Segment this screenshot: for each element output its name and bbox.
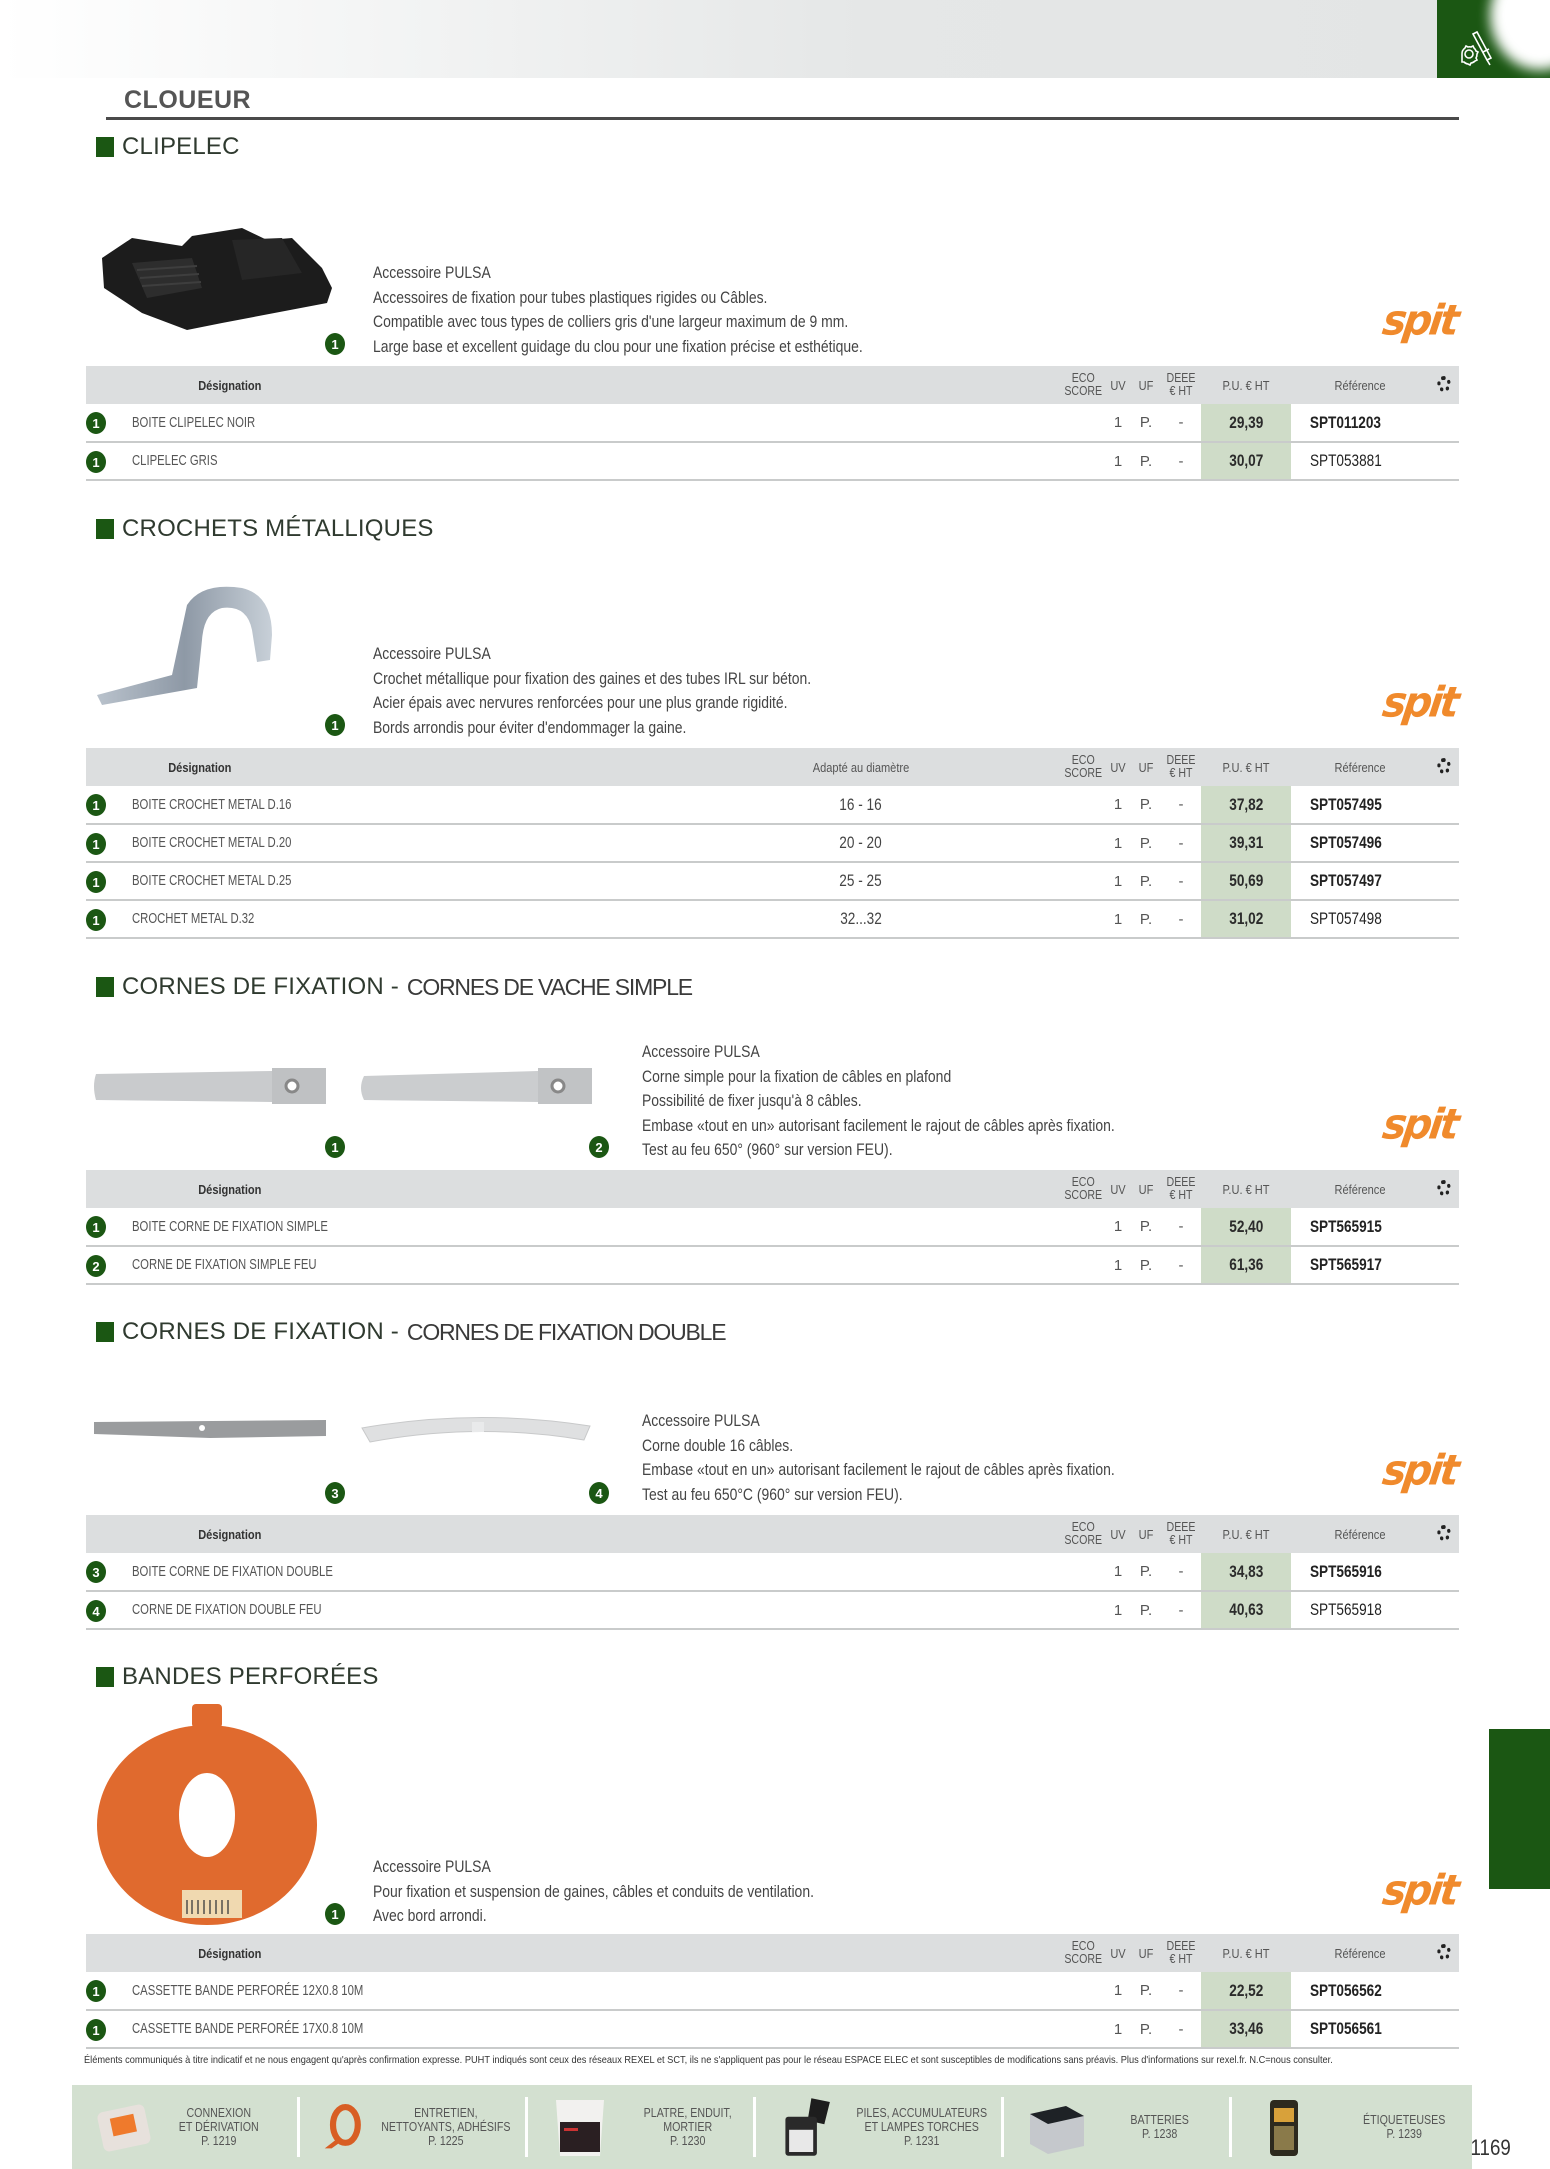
desc-line: Corne simple pour la fixation de câbles en plafond [642, 1066, 952, 1086]
desc-line: Accessoire PULSA [642, 1042, 760, 1061]
reference[interactable]: SPT057495 [1309, 794, 1382, 814]
reference[interactable]: SPT056562 [1309, 1980, 1382, 2000]
recycle-icon [1437, 1944, 1451, 1960]
table-row[interactable] [86, 900, 1459, 938]
metal-hook-product-image [92, 580, 332, 710]
col-deee: DEEE € HT [1166, 753, 1196, 780]
image-badge-2: 2 [589, 1136, 609, 1158]
uv: 1 [1113, 1601, 1123, 1619]
spit-brand-logo: spit [1379, 296, 1460, 346]
col-deee: DEEE € HT [1166, 371, 1196, 398]
footer-link-entretien[interactable] [300, 2085, 525, 2169]
desc-line: Accessoire PULSA [642, 1411, 760, 1430]
reference[interactable]: SPT057496 [1309, 833, 1382, 852]
chapter-rule [106, 117, 1459, 120]
desc-line: Test au feu 650°C (960° sur version FEU). [642, 1484, 903, 1504]
uv: 1 [1113, 796, 1123, 813]
col-reference: Référence [1334, 1181, 1386, 1197]
row-badge: 1 [86, 794, 106, 816]
deee: - [1178, 2020, 1184, 2038]
footer-link-piles[interactable] [756, 2085, 1001, 2169]
spit-brand-logo: spit [1379, 1446, 1460, 1496]
deee: - [1178, 1563, 1184, 1580]
col-uf: UF [1138, 1181, 1154, 1197]
reference[interactable]: SPT057497 [1309, 871, 1382, 890]
col-uv: UV [1110, 377, 1126, 393]
price: 39,31 [1228, 833, 1264, 852]
col-designation: Désignation [198, 1181, 262, 1197]
uv: 1 [1113, 834, 1123, 852]
col-price: P.U. € HT [1222, 1526, 1270, 1542]
page-number: 1169 [1470, 2135, 1511, 2160]
top-banner [0, 0, 1437, 78]
deee: - [1178, 834, 1184, 852]
col-designation: Désignation [168, 759, 232, 775]
tab-decoration [1490, 0, 1550, 70]
row-badge: 2 [86, 1255, 106, 1277]
table-header-row [86, 1934, 1459, 1972]
row-badge: 1 [86, 833, 106, 855]
section-subtitle: CORNES DE VACHE SIMPLE [406, 973, 692, 1000]
col-price: P.U. € HT [1222, 759, 1270, 775]
desc-line: Accessoire PULSA [373, 1857, 491, 1876]
section-marker [96, 1667, 114, 1687]
deee: - [1178, 796, 1184, 813]
price: 52,40 [1228, 1216, 1264, 1236]
desc-line: Accessoire PULSA [373, 644, 491, 663]
desc-line: Avec bord arrondi. [373, 1906, 487, 1925]
product-table-cornes-simple [86, 1170, 1459, 1285]
row-badge: 4 [86, 1600, 106, 1622]
perforated-band-cassette-image [92, 1700, 322, 1930]
designation: CORNE DE FIXATION DOUBLE FEU [132, 1602, 322, 1618]
col-designation: Désignation [198, 1945, 262, 1961]
col-price: P.U. € HT [1222, 1945, 1270, 1961]
table-row[interactable] [86, 2010, 1459, 2048]
uf: P. [1139, 414, 1153, 431]
footer-link-batteries[interactable] [1004, 2085, 1229, 2169]
footer-label: CONNEXION [186, 2105, 252, 2120]
desc-line: Acier épais avec nervures renforcées pour une plus grande rigidité. [373, 693, 788, 712]
row-badge: 1 [86, 1980, 106, 2002]
desc-line: Test au feu 650° (960° sur version FEU). [642, 1140, 893, 1159]
clipelec-product-image [92, 218, 332, 338]
footer-label: BATTERIES [1130, 2112, 1189, 2127]
desc-line: Corne double 16 câbles. [642, 1435, 794, 1455]
section-marker [96, 977, 114, 997]
footer-label: PLATRE, ENDUIT, [643, 2105, 732, 2120]
footer-page: P. 1225 [428, 2133, 464, 2148]
eco-score [1061, 786, 1105, 824]
section-subtitle: CORNES DE FIXATION DOUBLE [406, 1318, 726, 1345]
footer-navigation [72, 2085, 1472, 2169]
single-horn-feu-product-image [358, 1068, 594, 1106]
eco-score [1061, 1208, 1105, 1246]
eco-score [1061, 1591, 1105, 1629]
label-printer-thumb-icon [1254, 2094, 1314, 2160]
footer-label: PILES, ACCUMULATEURS [855, 2105, 987, 2120]
deee: - [1178, 1601, 1184, 1619]
col-uv: UV [1110, 759, 1126, 775]
category-tab[interactable] [1437, 0, 1550, 78]
image-badge-1: 1 [325, 1136, 345, 1158]
table-row[interactable] [86, 786, 1459, 824]
table-row[interactable] [86, 1246, 1459, 1284]
recycle-icon [1437, 376, 1451, 392]
footer-label: ET LAMPES TORCHES [864, 2119, 979, 2134]
designation: BOITE CROCHET METAL D.25 [132, 873, 292, 889]
image-badge-1: 1 [325, 1903, 345, 1925]
deee: - [1178, 910, 1184, 928]
product-description [373, 642, 811, 740]
recycle-icon [1437, 1525, 1451, 1541]
eco-score [1061, 1553, 1105, 1591]
spit-brand-logo: spit [1379, 1866, 1460, 1916]
col-designation: Désignation [198, 377, 262, 393]
table-row[interactable] [86, 824, 1459, 862]
col-uf: UF [1138, 1945, 1154, 1961]
row-badge: 1 [86, 871, 106, 893]
col-uv: UV [1110, 1181, 1126, 1197]
price: 22,52 [1228, 1980, 1264, 2000]
col-designation: Désignation [198, 1526, 262, 1542]
price: 33,46 [1228, 2019, 1264, 2038]
price: 34,83 [1228, 1561, 1264, 1581]
col-reference: Référence [1334, 759, 1386, 775]
desc-line: Accessoire PULSA [373, 263, 491, 282]
footer-page: P. 1231 [903, 2133, 939, 2148]
tape-thumb-icon [322, 2094, 363, 2160]
table-row[interactable] [86, 1591, 1459, 1629]
product-table-clipelec [86, 366, 1459, 481]
eco-score [1061, 900, 1105, 938]
desc-line: Bords arrondis pour éviter d'endommager la gaine. [373, 717, 687, 737]
desc-line: Crochet métallique pour fixation des gaines et des tubes IRL sur béton. [373, 668, 812, 688]
table-row[interactable] [86, 1208, 1459, 1246]
double-horn-product-image [92, 1418, 328, 1442]
row-badge: 1 [86, 909, 106, 931]
uf: P. [1139, 910, 1153, 928]
footer-label: ENTRETIEN, [414, 2105, 478, 2120]
footer-page: P. 1238 [1141, 2126, 1178, 2141]
diameter: 16 - 16 [839, 794, 882, 814]
row-badge: 1 [86, 2019, 106, 2041]
uf: P. [1139, 1601, 1153, 1619]
designation: BOITE CORNE DE FIXATION SIMPLE [132, 1218, 328, 1235]
section-marker [96, 519, 114, 539]
desc-line: Embase «tout en un» autorisant facilement le rajout de câbles après fixation. [642, 1460, 1115, 1479]
col-diameter: Adapté au diamètre [812, 759, 909, 775]
product-table-crochets [86, 748, 1459, 939]
col-uf: UF [1138, 1526, 1154, 1542]
uf: P. [1139, 1256, 1153, 1274]
footer-page: P. 1239 [1386, 2126, 1422, 2141]
uv: 1 [1113, 1563, 1123, 1580]
designation: BOITE CROCHET METAL D.20 [132, 835, 292, 851]
designation: CASSETTE BANDE PERFORÉE 12X0.8 10M [132, 1982, 364, 1999]
eco-score [1061, 442, 1105, 480]
table-row[interactable] [86, 1553, 1459, 1591]
designation: BOITE CLIPELEC NOIR [132, 414, 256, 431]
table-header-row [86, 748, 1459, 786]
table-row[interactable] [86, 1972, 1459, 2010]
eco-score [1061, 2010, 1105, 2048]
eco-score [1061, 824, 1105, 862]
col-reference: Référence [1334, 1945, 1386, 1961]
price: 37,82 [1228, 794, 1264, 814]
uv: 1 [1113, 872, 1123, 890]
footer-label: ET DÉRIVATION [178, 2119, 259, 2134]
col-price: P.U. € HT [1222, 1181, 1270, 1197]
uf: P. [1139, 1218, 1153, 1235]
section-title-text: CLIPELEC [122, 133, 240, 160]
row-badge: 1 [86, 451, 106, 473]
deee: - [1178, 1218, 1184, 1235]
price: 29,39 [1228, 412, 1264, 432]
col-eco-score: ECO SCORE [1063, 1520, 1102, 1547]
table-row[interactable] [86, 442, 1459, 480]
row-badge: 1 [86, 412, 106, 434]
section-title-text: CORNES DE FIXATION - [122, 973, 399, 1000]
side-chapter-tab[interactable] [1489, 1729, 1550, 1889]
footer-label: ÉTIQUETEUSES [1363, 2112, 1446, 2127]
image-badge-3: 3 [325, 1482, 345, 1504]
col-deee: DEEE € HT [1166, 1175, 1196, 1202]
footer-link-platre[interactable] [528, 2085, 753, 2169]
col-uv: UV [1110, 1945, 1126, 1961]
col-recycle [1431, 366, 1457, 404]
footer-link-connexion[interactable] [72, 2085, 297, 2169]
row-badge: 3 [86, 1561, 106, 1583]
price: 31,02 [1228, 909, 1264, 928]
battery-thumb-icon [1026, 2094, 1086, 2160]
image-badge-1: 1 [325, 714, 345, 736]
col-deee: DEEE € HT [1166, 1520, 1196, 1547]
footer-label: MORTIER [663, 2119, 713, 2134]
product-description [642, 1040, 1115, 1163]
bucket-thumb-icon [550, 2094, 610, 2160]
uv: 1 [1113, 1982, 1123, 1999]
reference[interactable]: SPT565916 [1309, 1561, 1382, 1581]
eco-score [1061, 404, 1105, 442]
uf: P. [1139, 452, 1153, 470]
reference[interactable]: SPT053881 [1309, 451, 1382, 470]
image-badge-4: 4 [589, 1482, 609, 1504]
row-badge: 1 [86, 1216, 106, 1238]
price: 30,07 [1228, 451, 1264, 470]
uf: P. [1139, 834, 1153, 852]
price: 61,36 [1228, 1255, 1264, 1274]
col-eco-score: ECO SCORE [1063, 1939, 1102, 1966]
desc-line: Embase «tout en un» autorisant facilement le rajout de câbles après fixation. [642, 1115, 1115, 1135]
uf: P. [1139, 2020, 1153, 2038]
designation: CORNE DE FIXATION SIMPLE FEU [132, 1257, 317, 1273]
product-table-cornes-double [86, 1515, 1459, 1630]
uv: 1 [1113, 1256, 1123, 1274]
reference[interactable]: SPT011203 [1309, 412, 1381, 432]
reference[interactable]: SPT565918 [1309, 1600, 1382, 1619]
designation: CROCHET METAL D.32 [132, 911, 255, 927]
col-price: P.U. € HT [1222, 377, 1270, 393]
section-title-clipelec [96, 133, 240, 161]
desc-line: Possibilité de fixer jusqu'à 8 câbles. [642, 1091, 862, 1110]
diameter: 32...32 [839, 909, 882, 928]
section-title-bandes [96, 1663, 379, 1691]
section-title-cornes-double [96, 1318, 725, 1346]
spit-brand-logo: spit [1379, 678, 1460, 728]
col-eco-score: ECO SCORE [1063, 753, 1102, 780]
disclaimer: Éléments communiqués à titre indicatif et ne nous engagent qu'après confirmation expresse. PUHT indiqués sont ceux des réseaux REXEL et SCT, ils ne s'appliquent pas pour le réseau ESPACE ELEC et sont susceptibles de modifications sans préavis. Plus d'informations sur rexel.fr. N.C=nous consulter. [84, 2054, 1333, 2066]
deee: - [1178, 1982, 1184, 1999]
col-eco-score: ECO SCORE [1063, 371, 1102, 398]
deee: - [1178, 452, 1184, 470]
col-deee: DEEE € HT [1166, 1939, 1196, 1966]
col-recycle [1431, 1934, 1457, 1972]
uf: P. [1139, 1563, 1153, 1580]
uv: 1 [1113, 452, 1123, 470]
col-reference: Référence [1334, 377, 1386, 393]
desc-line: Pour fixation et suspension de gaines, câbles et conduits de ventilation. [373, 1881, 814, 1901]
designation: BOITE CORNE DE FIXATION DOUBLE [132, 1563, 333, 1580]
section-title-text: CORNES DE FIXATION - [122, 1318, 399, 1345]
diameter: 25 - 25 [839, 871, 882, 890]
desc-line: Compatible avec tous types de colliers gris d'une largeur maximum de 9 mm. [373, 312, 849, 331]
image-badge-1: 1 [325, 333, 345, 355]
section-title-text: CROCHETS MÉTALLIQUES [122, 515, 434, 542]
reference[interactable]: SPT056561 [1309, 2019, 1382, 2038]
product-description [373, 261, 863, 359]
product-table-bandes [86, 1934, 1459, 2049]
chapter-title: CLOUEUR [124, 86, 252, 114]
designation: CLIPELEC GRIS [132, 453, 218, 469]
col-eco-score: ECO SCORE [1063, 1175, 1102, 1202]
uv: 1 [1113, 910, 1123, 928]
col-uf: UF [1138, 377, 1154, 393]
col-uf: UF [1138, 759, 1154, 775]
section-title-text: BANDES PERFORÉES [122, 1663, 379, 1690]
reference[interactable]: SPT565917 [1309, 1255, 1382, 1274]
uf: P. [1139, 1982, 1153, 1999]
single-horn-product-image [92, 1068, 328, 1106]
price: 50,69 [1228, 871, 1264, 890]
uv: 1 [1113, 1218, 1123, 1235]
reference[interactable]: SPT565915 [1309, 1216, 1382, 1236]
price: 40,63 [1228, 1600, 1264, 1619]
deee: - [1178, 872, 1184, 890]
flashlight-thumb-icon [778, 2094, 834, 2160]
section-marker [96, 1322, 114, 1342]
connector-thumb-icon [94, 2094, 154, 2160]
reference[interactable]: SPT057498 [1309, 909, 1382, 928]
section-marker [96, 137, 114, 157]
nail-gun-gear-icon [1457, 28, 1497, 68]
col-recycle [1431, 1170, 1457, 1208]
uf: P. [1139, 796, 1153, 813]
col-reference: Référence [1334, 1526, 1386, 1542]
recycle-icon [1437, 1180, 1451, 1196]
desc-line: Large base et excellent guidage du clou pour une fixation précise et esthétique. [373, 336, 863, 356]
uv: 1 [1113, 2020, 1123, 2038]
uf: P. [1139, 872, 1153, 890]
designation: CASSETTE BANDE PERFORÉE 17X0.8 10M [132, 2021, 364, 2037]
designation: BOITE CROCHET METAL D.16 [132, 796, 292, 813]
product-description [373, 1855, 814, 1929]
col-recycle [1431, 748, 1457, 786]
table-header-row [86, 1170, 1459, 1208]
footer-page: P. 1230 [670, 2133, 706, 2148]
footer-label: NETTOYANTS, ADHÉSIFS [381, 2119, 511, 2134]
footer-link-etiqueteuses[interactable] [1232, 2085, 1457, 2169]
section-title-cornes-simple [96, 973, 692, 1001]
col-recycle [1431, 1515, 1457, 1553]
table-row[interactable] [86, 862, 1459, 900]
deee: - [1178, 1256, 1184, 1274]
section-title-crochets [96, 515, 434, 543]
table-header-row [86, 1515, 1459, 1553]
eco-score [1061, 862, 1105, 900]
product-description [642, 1409, 1115, 1507]
eco-score [1061, 1972, 1105, 2010]
deee: - [1178, 414, 1184, 431]
desc-line: Accessoires de fixation pour tubes plastiques rigides ou Câbles. [373, 287, 768, 307]
uv: 1 [1113, 414, 1123, 431]
table-row[interactable] [86, 404, 1459, 442]
diameter: 20 - 20 [839, 833, 882, 852]
double-horn-feu-product-image [358, 1412, 594, 1446]
footer-page: P. 1219 [201, 2133, 237, 2148]
col-uv: UV [1110, 1526, 1126, 1542]
spit-brand-logo: spit [1379, 1100, 1460, 1150]
recycle-icon [1437, 758, 1451, 774]
eco-score [1061, 1246, 1105, 1284]
table-header-row [86, 366, 1459, 404]
